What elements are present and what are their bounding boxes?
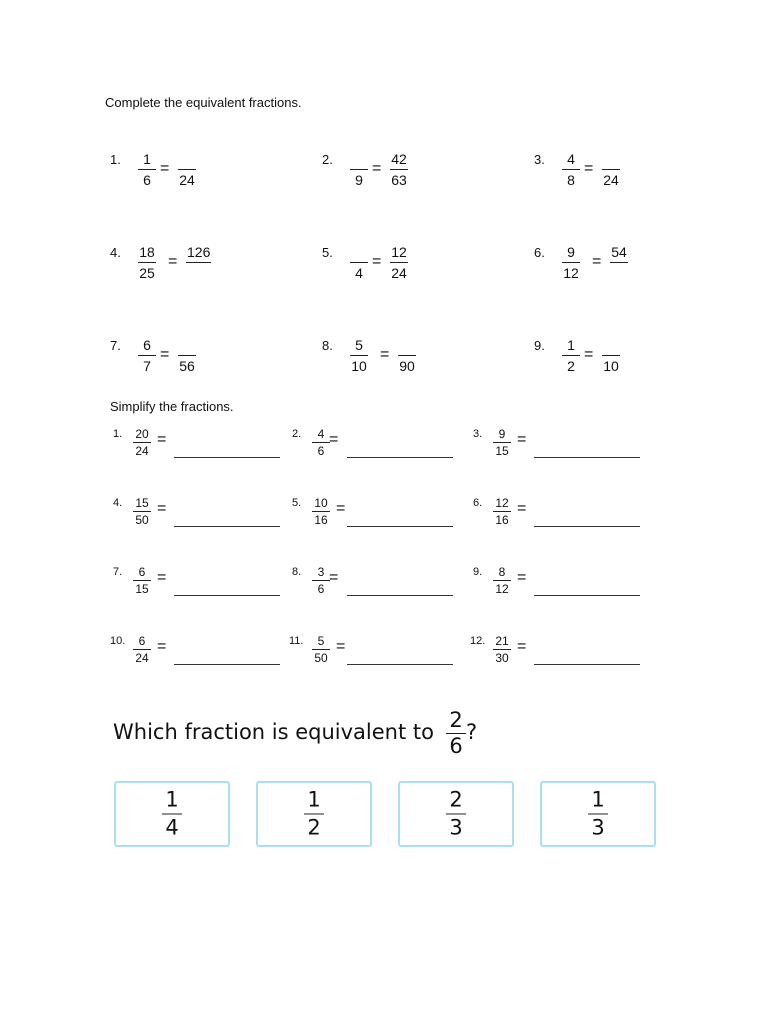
question-fraction bbox=[446, 710, 466, 757]
equals-sign: = bbox=[517, 638, 527, 655]
equivalent-left-fraction-numerator: 1 bbox=[138, 152, 156, 170]
equals-sign: = bbox=[329, 431, 339, 448]
answer-choice-fraction bbox=[446, 787, 466, 840]
answer-line[interactable] bbox=[174, 457, 280, 458]
simplify-fraction bbox=[493, 428, 511, 457]
answer-choice-button[interactable] bbox=[114, 781, 230, 847]
equivalent-left-fraction-numerator: 4 bbox=[562, 152, 580, 170]
equivalent-right-fraction bbox=[390, 245, 408, 280]
equivalent-left-fraction bbox=[350, 338, 368, 373]
simplify-item-number: 1. bbox=[113, 428, 123, 440]
equivalent-left-fraction-numerator: 6 bbox=[138, 338, 156, 356]
simplify-fraction-denominator: 50 bbox=[314, 651, 328, 665]
equivalent-right-fraction bbox=[602, 338, 620, 373]
equivalent-item-number: 1. bbox=[110, 152, 121, 167]
simplify-item-number: 11. bbox=[289, 635, 304, 647]
simplify-fraction-denominator: 24 bbox=[135, 651, 149, 665]
equals-sign: = bbox=[372, 160, 382, 177]
equivalent-left-fraction-denominator: 6 bbox=[143, 172, 151, 188]
equivalent-left-fraction-numerator bbox=[350, 152, 368, 170]
simplify-fraction bbox=[133, 635, 151, 664]
answer-line[interactable] bbox=[534, 526, 640, 527]
simplify-item-number: 8. bbox=[292, 566, 302, 578]
equivalent-left-fraction-numerator: 18 bbox=[138, 245, 156, 263]
answer-choice-fraction bbox=[304, 787, 324, 840]
equals-sign: = bbox=[157, 569, 167, 586]
equivalent-right-fraction-numerator bbox=[178, 152, 196, 170]
simplify-item-number: 5. bbox=[292, 497, 302, 509]
simplify-fraction-numerator: 9 bbox=[493, 428, 511, 443]
equivalent-right-fraction-numerator bbox=[398, 338, 416, 356]
answer-choice-fraction bbox=[588, 787, 608, 840]
answer-choice-button[interactable] bbox=[540, 781, 656, 847]
simplify-fraction-numerator: 3 bbox=[312, 566, 330, 581]
answer-choice-button[interactable] bbox=[256, 781, 372, 847]
simplify-fraction-denominator: 15 bbox=[135, 582, 149, 596]
equivalent-left-fraction-numerator: 9 bbox=[562, 245, 580, 263]
answer-line[interactable] bbox=[347, 595, 453, 596]
equivalent-left-fraction-denominator: 2 bbox=[567, 358, 575, 374]
equivalent-right-fraction-numerator: 54 bbox=[610, 245, 628, 263]
equivalent-right-fraction bbox=[602, 152, 620, 187]
equivalent-item-number: 3. bbox=[534, 152, 545, 167]
simplify-item-number: 4. bbox=[113, 497, 123, 509]
simplify-fraction-denominator: 16 bbox=[314, 513, 328, 527]
equals-sign: = bbox=[329, 569, 339, 586]
equals-sign: = bbox=[517, 500, 527, 517]
equivalent-right-fraction-denominator: 24 bbox=[391, 265, 407, 281]
answer-line[interactable] bbox=[534, 664, 640, 665]
equivalent-right-fraction-denominator: 90 bbox=[399, 358, 415, 374]
equivalent-right-fraction bbox=[178, 338, 196, 373]
simplify-fraction-numerator: 10 bbox=[312, 497, 330, 512]
equals-sign: = bbox=[517, 569, 527, 586]
equivalent-item-number: 7. bbox=[110, 338, 121, 353]
simplify-item-number: 2. bbox=[292, 428, 302, 440]
simplify-fraction-numerator: 4 bbox=[312, 428, 330, 443]
simplify-fraction-denominator: 16 bbox=[495, 513, 509, 527]
simplify-fraction-numerator: 21 bbox=[493, 635, 511, 650]
simplify-fraction-denominator: 30 bbox=[495, 651, 509, 665]
equivalent-right-fraction-numerator: 42 bbox=[390, 152, 408, 170]
equals-sign: = bbox=[336, 638, 346, 655]
equals-sign: = bbox=[380, 346, 390, 363]
equals-sign: = bbox=[584, 160, 594, 177]
answer-choice-denominator: 4 bbox=[165, 815, 179, 840]
simplify-item-number: 6. bbox=[473, 497, 483, 509]
equals-sign: = bbox=[168, 253, 178, 270]
equivalent-right-fraction bbox=[610, 245, 628, 280]
answer-choice-button[interactable] bbox=[398, 781, 514, 847]
equivalent-left-fraction-numerator: 5 bbox=[350, 338, 368, 356]
answer-choice-numerator: 1 bbox=[162, 790, 182, 815]
simplify-fraction-denominator: 24 bbox=[135, 444, 149, 458]
answer-line[interactable] bbox=[347, 457, 453, 458]
simplify-fraction-numerator: 5 bbox=[312, 635, 330, 650]
simplify-fraction bbox=[133, 566, 151, 595]
equivalent-left-fraction-denominator: 12 bbox=[563, 265, 579, 281]
simplify-fraction-denominator: 50 bbox=[135, 513, 149, 527]
answer-choice-denominator: 2 bbox=[307, 815, 321, 840]
answer-choice-numerator: 1 bbox=[304, 790, 324, 815]
simplify-fraction-numerator: 15 bbox=[133, 497, 151, 512]
simplify-fraction-numerator: 20 bbox=[133, 428, 151, 443]
equivalent-left-fraction-denominator: 4 bbox=[355, 265, 363, 281]
equivalent-left-fraction-numerator: 1 bbox=[562, 338, 580, 356]
simplify-fraction-numerator: 12 bbox=[493, 497, 511, 512]
simplify-fraction-numerator: 6 bbox=[133, 635, 151, 650]
equals-sign: = bbox=[160, 346, 170, 363]
answer-line[interactable] bbox=[347, 526, 453, 527]
equals-sign: = bbox=[592, 253, 602, 270]
simplify-item-number: 12. bbox=[470, 635, 486, 647]
equals-sign: = bbox=[160, 160, 170, 177]
simplify-fraction bbox=[312, 497, 330, 526]
answer-choice-numerator: 2 bbox=[446, 790, 466, 815]
equivalent-right-fraction-numerator bbox=[602, 338, 620, 356]
equivalent-section-title: Complete the equivalent fractions. bbox=[105, 95, 302, 110]
answer-line[interactable] bbox=[534, 595, 640, 596]
simplify-fraction-denominator: 6 bbox=[317, 582, 325, 596]
simplify-fraction bbox=[312, 566, 330, 595]
equivalent-right-fraction bbox=[178, 152, 196, 187]
equals-sign: = bbox=[157, 638, 167, 655]
equivalent-left-fraction bbox=[562, 245, 580, 280]
equivalent-right-fraction bbox=[398, 338, 416, 373]
answer-choice-numerator: 1 bbox=[588, 790, 608, 815]
simplify-section-title: Simplify the fractions. bbox=[110, 399, 234, 414]
answer-choice-fraction bbox=[162, 787, 182, 840]
equivalent-left-fraction-denominator: 10 bbox=[351, 358, 367, 374]
equivalent-item-number: 8. bbox=[322, 338, 333, 353]
simplify-fraction-numerator: 6 bbox=[133, 566, 151, 581]
equivalent-item-number: 9. bbox=[534, 338, 545, 353]
equivalent-right-fraction-denominator: 56 bbox=[179, 358, 195, 374]
equivalent-right-fraction-numerator: 126 bbox=[186, 245, 211, 263]
answer-line[interactable] bbox=[347, 664, 453, 665]
equivalent-left-fraction bbox=[138, 338, 156, 373]
equivalent-right-fraction bbox=[390, 152, 408, 187]
equivalent-left-fraction bbox=[350, 245, 368, 280]
equivalent-right-fraction-denominator bbox=[191, 263, 207, 280]
question-mark: ? bbox=[466, 720, 478, 744]
question-text: Which fraction is equivalent to bbox=[113, 720, 434, 744]
equals-sign: = bbox=[517, 431, 527, 448]
answer-choice-denominator: 3 bbox=[591, 815, 605, 840]
question-fraction-numerator: 2 bbox=[446, 710, 466, 734]
simplify-item-number: 9. bbox=[473, 566, 483, 578]
simplify-item-number: 7. bbox=[113, 566, 123, 578]
equivalent-right-fraction-denominator bbox=[611, 263, 627, 280]
equivalent-right-fraction-denominator: 10 bbox=[603, 358, 619, 374]
simplify-fraction bbox=[133, 428, 151, 457]
equals-sign: = bbox=[157, 500, 167, 517]
equivalent-left-fraction-denominator: 7 bbox=[143, 358, 151, 374]
answer-line[interactable] bbox=[174, 526, 280, 527]
simplify-fraction-numerator: 8 bbox=[493, 566, 511, 581]
equivalent-item-number: 2. bbox=[322, 152, 333, 167]
equivalent-item-number: 5. bbox=[322, 245, 333, 260]
equivalent-left-fraction bbox=[350, 152, 368, 187]
simplify-fraction-denominator: 6 bbox=[317, 444, 325, 458]
equivalent-right-fraction-denominator: 24 bbox=[603, 172, 619, 188]
equivalent-left-fraction-denominator: 9 bbox=[355, 172, 363, 188]
answer-choice-denominator: 3 bbox=[449, 815, 463, 840]
equals-sign: = bbox=[157, 431, 167, 448]
simplify-fraction bbox=[312, 428, 330, 457]
equivalent-right-fraction-numerator: 12 bbox=[390, 245, 408, 263]
equivalent-left-fraction bbox=[562, 338, 580, 373]
simplify-fraction bbox=[493, 566, 511, 595]
equivalent-left-fraction-denominator: 25 bbox=[139, 265, 155, 281]
equivalent-right-fraction-denominator: 63 bbox=[391, 172, 407, 188]
equivalent-item-number: 6. bbox=[534, 245, 545, 260]
equivalent-right-fraction-numerator bbox=[178, 338, 196, 356]
equivalent-right-fraction bbox=[186, 245, 211, 280]
equals-sign: = bbox=[584, 346, 594, 363]
simplify-item-number: 10. bbox=[110, 635, 126, 647]
equivalent-left-fraction-denominator: 8 bbox=[567, 172, 575, 188]
answer-line[interactable] bbox=[174, 595, 280, 596]
answer-line[interactable] bbox=[174, 664, 280, 665]
equals-sign: = bbox=[336, 500, 346, 517]
simplify-fraction-denominator: 15 bbox=[495, 444, 509, 458]
simplify-item-number: 3. bbox=[473, 428, 483, 440]
equivalent-left-fraction bbox=[562, 152, 580, 187]
simplify-fraction bbox=[312, 635, 330, 664]
equivalent-right-fraction-numerator bbox=[602, 152, 620, 170]
equivalent-left-fraction-numerator bbox=[350, 245, 368, 263]
equals-sign: = bbox=[372, 253, 382, 270]
answer-line[interactable] bbox=[534, 457, 640, 458]
equivalent-item-number: 4. bbox=[110, 245, 121, 260]
simplify-fraction-denominator: 12 bbox=[495, 582, 509, 596]
equivalent-left-fraction bbox=[138, 245, 156, 280]
simplify-fraction bbox=[133, 497, 151, 526]
equivalent-right-fraction-denominator: 24 bbox=[179, 172, 195, 188]
question-fraction-denominator: 6 bbox=[449, 734, 463, 758]
simplify-fraction bbox=[493, 497, 511, 526]
simplify-fraction bbox=[493, 635, 511, 664]
equivalent-left-fraction bbox=[138, 152, 156, 187]
